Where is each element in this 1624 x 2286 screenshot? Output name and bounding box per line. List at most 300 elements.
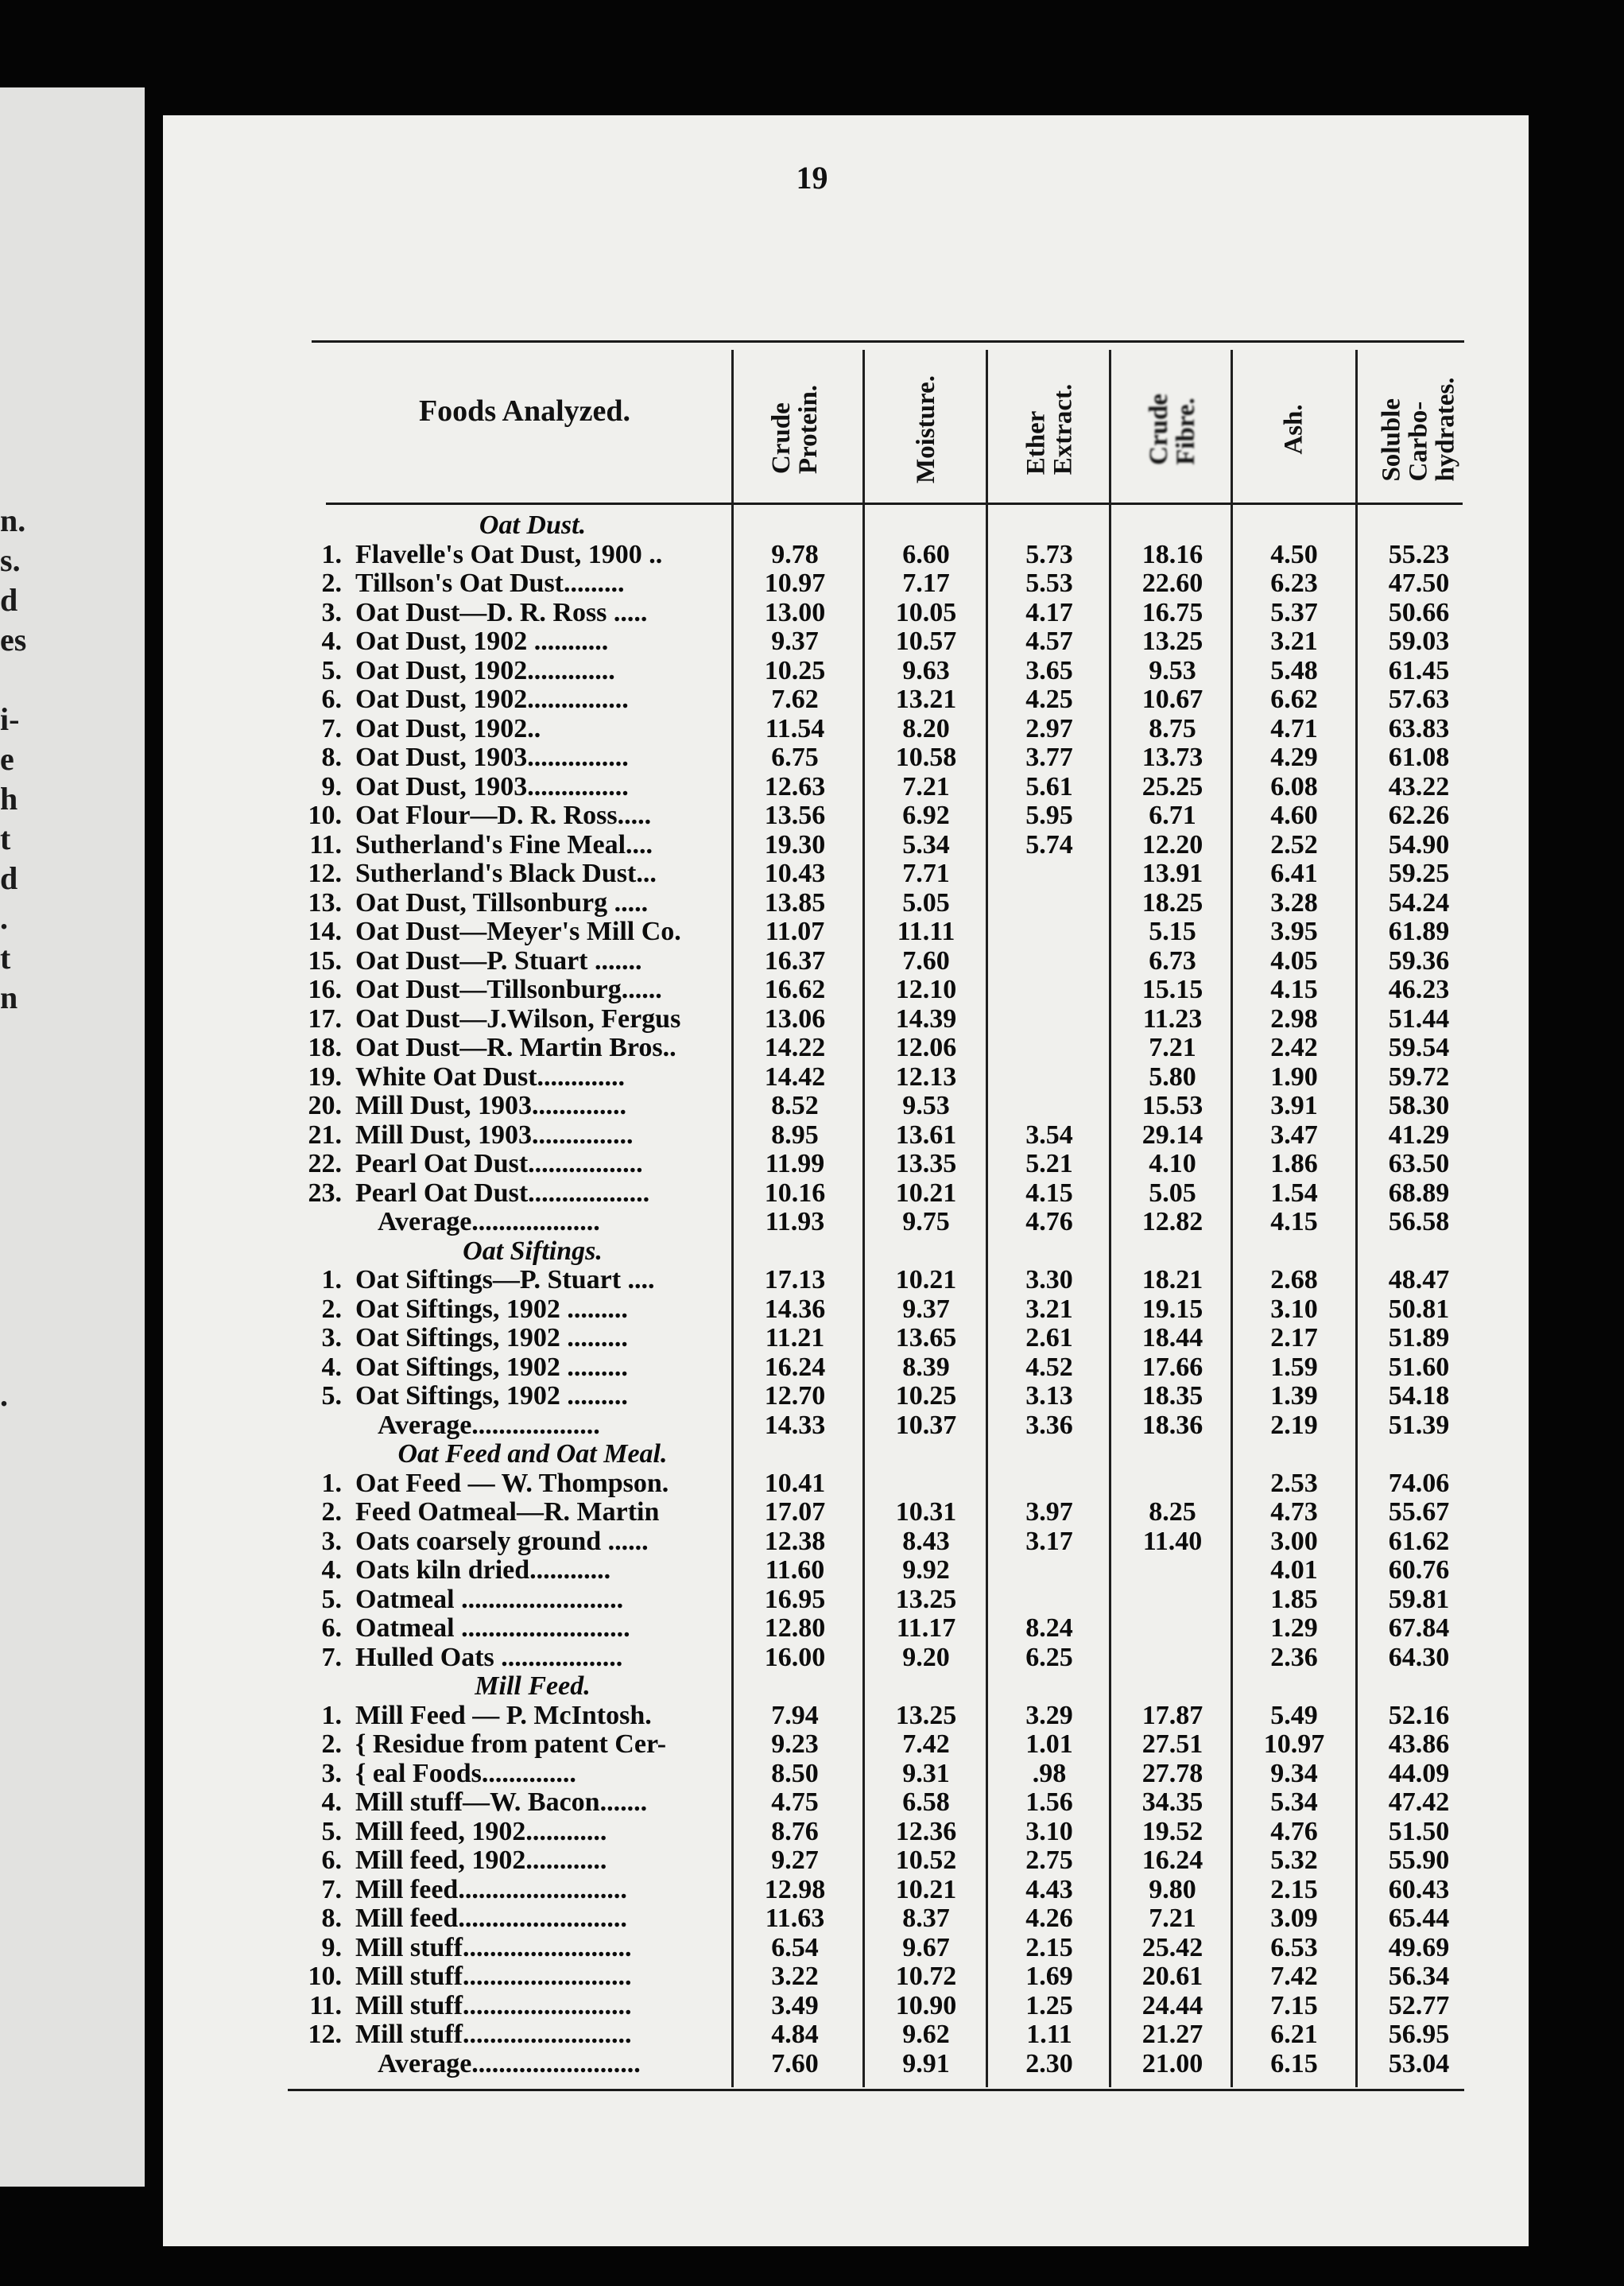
cell-ash: 3.00 (1270, 1526, 1318, 1556)
food-name: Mill feed, 1902............ (355, 1846, 607, 1875)
cell-protein: 12.70 (764, 1381, 826, 1411)
food-name: Mill stuff......................... (355, 1933, 632, 1962)
row-number: 4. (321, 627, 342, 656)
previous-page-letter: h (0, 781, 18, 817)
cell-moisture: 7.42 (902, 1729, 950, 1759)
cell-carbo: 41.29 (1388, 1120, 1450, 1150)
cell-moisture: 7.60 (902, 945, 950, 976)
cell-ash: 6.15 (1270, 2048, 1318, 2078)
cell-carbo: 51.50 (1388, 1816, 1450, 1846)
food-name: Oatmeal ......................... (355, 1614, 630, 1643)
cell-moisture: 12.10 (895, 975, 957, 1004)
row-number: 17. (308, 1003, 342, 1034)
cell-carbo: 59.81 (1388, 1584, 1450, 1614)
table-row (0, 1150, 1624, 1179)
cell-protein: 11.99 (765, 1149, 825, 1178)
cell-carbo: 59.54 (1388, 1033, 1450, 1062)
cell-ash: 4.29 (1270, 743, 1318, 772)
food-name: Pearl Oat Dust................. (355, 1150, 643, 1178)
cell-protein: 11.07 (765, 917, 825, 946)
table-row (0, 541, 1624, 570)
row-number: 22. (308, 1149, 342, 1178)
food-name: Oat Dust, 1903............... (355, 772, 629, 801)
cell-fibre: 15.53 (1141, 1091, 1203, 1120)
row-number: 20. (308, 1091, 342, 1120)
cell-ether: 5.53 (1025, 569, 1073, 598)
average-row (0, 1411, 1624, 1441)
cell-moisture: 13.25 (895, 1584, 957, 1614)
cell-carbo: 58.30 (1388, 1091, 1450, 1120)
cell-moisture: 9.20 (902, 1642, 950, 1672)
food-name: Mill Dust, 1903............... (355, 1120, 634, 1150)
cell-moisture: 9.37 (902, 1294, 950, 1324)
table-row (0, 599, 1624, 628)
cell-carbo: 51.44 (1388, 1003, 1450, 1034)
row-number: 5. (321, 1381, 342, 1411)
cell-protein: 14.22 (764, 1033, 826, 1062)
cell-ash: 3.47 (1270, 1120, 1318, 1150)
previous-page-letter: n (0, 980, 18, 1015)
cell-moisture: 7.17 (902, 569, 950, 598)
cell-ash: 4.73 (1270, 1497, 1318, 1527)
cell-ether: 3.65 (1025, 655, 1073, 685)
header-bottom-rule (326, 503, 1463, 505)
cell-fibre: 29.14 (1141, 1120, 1203, 1150)
cell-ash: 4.60 (1270, 801, 1318, 830)
cell-carbo: 49.69 (1388, 1932, 1450, 1962)
cell-fibre: 16.24 (1141, 1845, 1203, 1875)
cell-protein: 4.84 (771, 2020, 819, 2049)
previous-page-letter: . (0, 1377, 8, 1413)
table-row (0, 1702, 1624, 1731)
cell-protein: 13.06 (764, 1003, 826, 1034)
column-header-foods: Foods Analyzed. (418, 394, 631, 428)
cell-protein: 11.21 (765, 1323, 825, 1353)
cell-ether: 1.69 (1025, 1962, 1073, 1991)
cell-moisture: 9.63 (902, 655, 950, 685)
cell-carbo: 64.30 (1388, 1642, 1450, 1672)
cell-moisture: 6.92 (902, 801, 950, 830)
cell-ether: 1.11 (1026, 2020, 1072, 2049)
cell-ash: 2.36 (1270, 1642, 1318, 1672)
cell-fibre: 12.82 (1141, 1207, 1203, 1236)
table-row (0, 1179, 1624, 1209)
column-header-ether-extract: Ether Extract. (1021, 383, 1077, 475)
cell-carbo: 68.89 (1388, 1178, 1450, 1208)
cell-carbo: 43.22 (1388, 771, 1450, 801)
cell-moisture: 8.20 (902, 713, 950, 743)
row-number: 19. (308, 1061, 342, 1092)
previous-page-letter: t (0, 821, 11, 856)
cell-ether: 4.15 (1025, 1178, 1073, 1208)
row-number: 12. (308, 859, 342, 888)
cell-protein: 6.54 (771, 1932, 819, 1962)
cell-fibre: 9.53 (1149, 655, 1196, 685)
cell-ash: 7.15 (1270, 1990, 1318, 2020)
cell-ash: 5.32 (1270, 1845, 1318, 1875)
row-number: 4. (321, 1787, 342, 1817)
previous-page-letter: s. (0, 542, 21, 578)
cell-carbo: 54.90 (1388, 829, 1450, 860)
cell-ash: 4.50 (1270, 539, 1318, 569)
food-name: Average................... (378, 1411, 600, 1440)
food-name: Oat Dust, 1902............. (355, 656, 615, 685)
food-name: Oatmeal ........................ (355, 1585, 624, 1614)
cell-ether: 3.77 (1025, 743, 1073, 772)
table-row (0, 1962, 1624, 1992)
food-name: Feed Oatmeal—R. Martin (355, 1498, 660, 1527)
cell-ash: 6.53 (1270, 1932, 1318, 1962)
cell-protein: 13.85 (764, 887, 826, 918)
cell-ash: 4.15 (1270, 975, 1318, 1004)
cell-moisture: 10.72 (895, 1962, 957, 1991)
food-name: Sutherland's Fine Meal.... (355, 830, 653, 860)
food-name: Oat Siftings, 1902 ......... (355, 1324, 628, 1353)
food-name: Mill stuff......................... (355, 1991, 632, 2020)
cell-protein: 3.22 (771, 1962, 819, 1991)
section-heading-row (0, 1672, 1624, 1702)
cell-protein: 8.76 (771, 1816, 819, 1846)
cell-carbo: 52.16 (1388, 1700, 1450, 1730)
row-number: 5. (321, 655, 342, 685)
cell-fibre: 18.16 (1141, 539, 1203, 569)
table-row (0, 801, 1624, 831)
cell-ether: 1.01 (1025, 1729, 1073, 1759)
table-row (0, 1498, 1624, 1527)
cell-protein: 12.80 (764, 1613, 826, 1643)
table-row (0, 976, 1624, 1005)
cell-fibre: 19.15 (1141, 1294, 1203, 1324)
row-number: 11. (309, 1990, 342, 2020)
cell-fibre: 11.40 (1142, 1526, 1203, 1556)
cell-protein: 7.62 (771, 685, 819, 714)
cell-ash: 3.91 (1270, 1091, 1318, 1120)
cell-protein: 10.41 (764, 1468, 826, 1498)
cell-carbo: 50.66 (1388, 597, 1450, 627)
cell-carbo: 74.06 (1388, 1468, 1450, 1498)
cell-protein: 16.95 (764, 1584, 826, 1614)
previous-page-letter: t (0, 940, 11, 976)
cell-carbo: 54.24 (1388, 887, 1450, 918)
cell-fibre: 13.73 (1141, 743, 1203, 772)
cell-moisture: 9.67 (902, 1932, 950, 1962)
cell-protein: 13.56 (764, 801, 826, 830)
cell-ash: 4.15 (1270, 1207, 1318, 1236)
previous-page-letter: i- (0, 701, 20, 737)
table-row (0, 2020, 1624, 2050)
food-name: Oat Siftings, 1902 ......... (355, 1353, 628, 1382)
cell-ash: 2.52 (1270, 829, 1318, 860)
cell-protein: 8.50 (771, 1758, 819, 1788)
food-name: Oat Siftings, 1902 ......... (355, 1382, 628, 1411)
previous-page-letter: es (0, 622, 27, 658)
cell-protein: 4.75 (771, 1787, 819, 1817)
cell-fibre: 12.20 (1141, 829, 1203, 860)
cell-ash: 10.97 (1263, 1729, 1325, 1759)
cell-fibre: 6.73 (1149, 945, 1196, 976)
cell-protein: 13.00 (764, 597, 826, 627)
cell-fibre: 7.21 (1149, 1033, 1196, 1062)
cell-fibre: 18.35 (1141, 1381, 1203, 1411)
table-body (0, 511, 1624, 2078)
cell-fibre: 21.27 (1141, 2020, 1203, 2049)
table-row (0, 1527, 1624, 1557)
cell-moisture: 5.05 (902, 887, 950, 918)
cell-protein: 7.94 (771, 1700, 819, 1730)
cell-moisture: 10.21 (895, 1265, 957, 1294)
cell-protein: 11.93 (765, 1207, 825, 1236)
cell-ash: 1.59 (1270, 1352, 1318, 1382)
table-row (0, 773, 1624, 802)
cell-ash: 2.15 (1270, 1874, 1318, 1904)
cell-ether: 3.54 (1025, 1120, 1073, 1150)
table-row (0, 1788, 1624, 1818)
cell-ether: 8.24 (1025, 1613, 1073, 1643)
row-number: 5. (321, 1584, 342, 1614)
food-name: Mill stuff......................... (355, 2020, 632, 2049)
cell-ether: 5.73 (1025, 539, 1073, 569)
table-row (0, 918, 1624, 947)
food-name: { Residue from patent Cer- (355, 1730, 667, 1759)
row-number: 2. (321, 1294, 342, 1324)
cell-moisture: 10.25 (895, 1381, 957, 1411)
cell-carbo: 55.23 (1388, 539, 1450, 569)
cell-moisture: 9.31 (902, 1758, 950, 1788)
row-number: 23. (308, 1178, 342, 1208)
cell-ether: 4.26 (1025, 1904, 1073, 1933)
cell-ash: 3.95 (1270, 917, 1318, 946)
table-row (0, 685, 1624, 715)
cell-ether: 3.10 (1025, 1816, 1073, 1846)
cell-ash: 2.53 (1270, 1468, 1318, 1498)
cell-ether: 3.13 (1025, 1381, 1073, 1411)
row-number: 1. (321, 1468, 342, 1498)
cell-protein: 16.37 (764, 945, 826, 976)
table-row (0, 1353, 1624, 1383)
row-number: 4. (321, 1352, 342, 1382)
food-name: Oat Dust, 1903............... (355, 743, 629, 772)
cell-carbo: 47.42 (1388, 1787, 1450, 1817)
cell-moisture: 10.52 (895, 1845, 957, 1875)
cell-moisture: 12.36 (895, 1816, 957, 1846)
table-bottom-rule (288, 2089, 1464, 2091)
cell-moisture: 13.21 (895, 685, 957, 714)
cell-moisture: 10.58 (895, 743, 957, 772)
food-name: Oat Siftings, 1902 ......... (355, 1294, 628, 1324)
food-name: Pearl Oat Dust.................. (355, 1178, 650, 1208)
cell-ether: 4.76 (1025, 1207, 1073, 1236)
cell-moisture: 9.92 (902, 1555, 950, 1585)
cell-carbo: 50.81 (1388, 1294, 1450, 1324)
row-number: 13. (308, 887, 342, 918)
row-number: 8. (321, 1904, 342, 1933)
cell-protein: 12.38 (764, 1526, 826, 1556)
cell-fibre: 5.15 (1149, 917, 1196, 946)
average-row (0, 1208, 1624, 1237)
cell-moisture: 12.13 (895, 1061, 957, 1092)
cell-carbo: 55.67 (1388, 1497, 1450, 1527)
cell-protein: 11.60 (765, 1555, 825, 1585)
row-number: 12. (308, 2020, 342, 2049)
food-name: White Oat Dust............. (355, 1062, 626, 1092)
cell-carbo: 65.44 (1388, 1904, 1450, 1933)
cell-protein: 14.36 (764, 1294, 826, 1324)
cell-ash: 6.21 (1270, 2020, 1318, 2049)
cell-ether: 4.57 (1025, 627, 1073, 656)
cell-moisture: 10.57 (895, 627, 957, 656)
cell-carbo: 46.23 (1388, 975, 1450, 1004)
cell-protein: 16.62 (764, 975, 826, 1004)
row-number: 5. (321, 1816, 342, 1846)
row-number: 2. (321, 1729, 342, 1759)
cell-carbo: 63.83 (1388, 713, 1450, 743)
food-name: Average......................... (378, 2049, 641, 2078)
table-row (0, 1382, 1624, 1411)
cell-ether: 3.97 (1025, 1497, 1073, 1527)
table-row (0, 1324, 1624, 1353)
cell-ether: 5.74 (1025, 829, 1073, 860)
cell-protein: 11.63 (765, 1904, 825, 1933)
previous-page-letter: n. (0, 503, 26, 538)
table-top-rule (312, 340, 1464, 343)
cell-protein: 9.27 (771, 1845, 819, 1875)
cell-ether: 4.52 (1025, 1352, 1073, 1382)
cell-protein: 14.42 (764, 1061, 826, 1092)
food-name: Oat Dust—J.Wilson, Fergus (355, 1004, 681, 1034)
column-header-carbohydrates: Soluble Carbo- hydrates. (1378, 377, 1460, 482)
cell-moisture: 9.62 (902, 2020, 950, 2049)
cell-protein: 17.13 (764, 1265, 826, 1294)
table-row (0, 1295, 1624, 1325)
section-title: Oat Feed and Oat Meal. (397, 1440, 668, 1469)
row-number: 7. (321, 1642, 342, 1672)
cell-fibre: 10.67 (1141, 685, 1203, 714)
cell-protein: 9.78 (771, 539, 819, 569)
cell-ash: 1.29 (1270, 1613, 1318, 1643)
cell-moisture: 6.60 (902, 539, 950, 569)
cell-carbo: 61.62 (1388, 1526, 1450, 1556)
table-row (0, 1121, 1624, 1151)
cell-carbo: 43.86 (1388, 1729, 1450, 1759)
food-name: Oat Feed — W. Thompson. (355, 1469, 669, 1498)
food-name: Mill feed, 1902............ (355, 1817, 607, 1846)
cell-ash: 1.39 (1270, 1381, 1318, 1411)
cell-fibre: 34.35 (1141, 1787, 1203, 1817)
cell-moisture: 10.21 (895, 1178, 957, 1208)
cell-fibre: 6.71 (1149, 801, 1196, 830)
cell-ether: 2.61 (1025, 1323, 1073, 1353)
row-number: 7. (321, 713, 342, 743)
cell-carbo: 63.50 (1388, 1149, 1450, 1178)
cell-protein: 17.07 (764, 1497, 826, 1527)
cell-ash: 3.28 (1270, 887, 1318, 918)
row-number: 11. (309, 829, 342, 860)
table-row (0, 831, 1624, 860)
cell-ether: 3.36 (1025, 1410, 1073, 1440)
row-number: 8. (321, 743, 342, 772)
cell-ash: 5.48 (1270, 655, 1318, 685)
row-number: 10. (308, 801, 342, 830)
section-title: Oat Dust. (479, 511, 587, 540)
cell-fibre: 8.75 (1149, 713, 1196, 743)
cell-ash: 1.85 (1270, 1584, 1318, 1614)
cell-carbo: 51.89 (1388, 1323, 1450, 1353)
cell-carbo: 59.25 (1388, 859, 1450, 888)
table-row (0, 1760, 1624, 1789)
table-row (0, 627, 1624, 657)
table-row (0, 1846, 1624, 1876)
cell-fibre: 19.52 (1141, 1816, 1203, 1846)
cell-fibre: 15.15 (1141, 975, 1203, 1004)
cell-carbo: 59.36 (1388, 945, 1450, 976)
section-title: Mill Feed. (475, 1672, 591, 1701)
row-number: 9. (321, 771, 342, 801)
cell-moisture: 7.71 (902, 859, 950, 888)
cell-ash: 1.90 (1270, 1061, 1318, 1092)
food-name: { eal Foods.............. (355, 1759, 576, 1788)
cell-fibre: 18.21 (1141, 1265, 1203, 1294)
cell-ether: 2.97 (1025, 713, 1073, 743)
cell-protein: 14.33 (764, 1410, 826, 1440)
table-row (0, 1063, 1624, 1093)
cell-ether: 4.17 (1025, 597, 1073, 627)
cell-protein: 3.49 (771, 1990, 819, 2020)
table-row (0, 1469, 1624, 1499)
food-name: Hulled Oats .................. (355, 1643, 623, 1672)
cell-ash: 5.49 (1270, 1700, 1318, 1730)
table-row (0, 743, 1624, 773)
cell-ether: 6.25 (1025, 1642, 1073, 1672)
table-row (0, 860, 1624, 889)
row-number: 15. (308, 945, 342, 976)
table-row (0, 1644, 1624, 1673)
cell-ether: 1.25 (1025, 1990, 1073, 2020)
cell-ether: 3.21 (1025, 1294, 1073, 1324)
table-row (0, 1934, 1624, 1963)
previous-page-letter: e (0, 741, 14, 777)
food-name: Mill feed......................... (355, 1904, 627, 1933)
row-number: 21. (308, 1120, 342, 1150)
cell-protein: 10.43 (764, 859, 826, 888)
food-name: Mill feed......................... (355, 1875, 627, 1904)
cell-fibre: 5.80 (1149, 1061, 1196, 1092)
cell-ether: 4.25 (1025, 685, 1073, 714)
cell-ash: 3.09 (1270, 1904, 1318, 1933)
table-row (0, 1266, 1624, 1295)
cell-carbo: 51.60 (1388, 1352, 1450, 1382)
cell-ash: 1.86 (1270, 1149, 1318, 1178)
cell-protein: 8.95 (771, 1120, 819, 1150)
cell-carbo: 56.58 (1388, 1207, 1450, 1236)
cell-fibre: 16.75 (1141, 597, 1203, 627)
cell-ash: 7.42 (1270, 1962, 1318, 1991)
cell-ash: 6.62 (1270, 685, 1318, 714)
cell-fibre: 27.78 (1141, 1758, 1203, 1788)
cell-carbo: 60.76 (1388, 1555, 1450, 1585)
previous-page-letter: d (0, 582, 18, 618)
average-row (0, 2050, 1624, 2079)
cell-moisture: 6.58 (902, 1787, 950, 1817)
food-name: Oat Dust—P. Stuart ....... (355, 946, 642, 976)
cell-moisture: 12.06 (895, 1033, 957, 1062)
table-row (0, 1992, 1624, 2021)
cell-ash: 4.05 (1270, 945, 1318, 976)
food-name: Oats coarsely ground ...... (355, 1527, 649, 1556)
column-header-ash: Ash. (1280, 404, 1308, 455)
row-number: 2. (321, 569, 342, 598)
row-number: 14. (308, 917, 342, 946)
cell-fibre: 8.25 (1149, 1497, 1196, 1527)
